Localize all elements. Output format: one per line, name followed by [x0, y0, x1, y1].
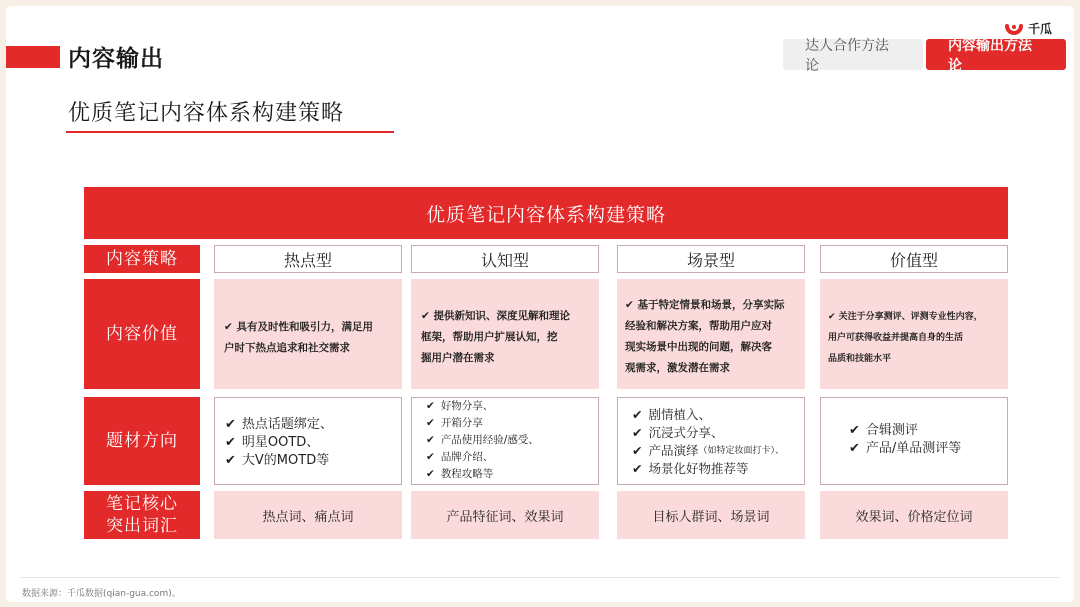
check-icon: ✔ — [426, 468, 435, 480]
value-cell-value — [820, 279, 1008, 389]
section-accent-bar — [6, 46, 60, 68]
column-header-value: 价值型 — [820, 245, 1008, 273]
row-label-keywords-line1: 笔记核心 — [106, 493, 178, 514]
list-item: ✔ 剧情植入、 — [632, 407, 711, 422]
value-text-hotspot — [224, 317, 373, 359]
list-item: ✔ 热点话题绑定、 — [225, 417, 333, 432]
check-icon: ✔ — [632, 443, 643, 458]
column-header-cognition: 认知型 — [411, 245, 599, 273]
page-subtitle: 优质笔记内容体系构建策略 — [68, 101, 345, 126]
check-icon: ✔ — [632, 461, 643, 476]
topic-list-hotspot — [225, 416, 333, 470]
topic-cell-cognition — [411, 397, 599, 485]
keywords-cell-cognition: 产品特征词、效果词 — [411, 491, 599, 539]
check-icon: ✔ — [426, 417, 435, 429]
list-item: ✔ 场景化好物推荐等 — [632, 461, 749, 476]
column-header-hotspot: 热点型 — [214, 245, 402, 273]
check-icon: ✔ — [426, 451, 435, 463]
value-line: 观需求，激发潜在需求 — [625, 362, 730, 374]
check-icon: ✔ — [225, 435, 236, 450]
value-line: ✔ 具有及时性和吸引力，满足用 — [224, 321, 373, 333]
list-item: ✔ 明星OOTD、 — [225, 435, 320, 450]
list-item: ✔ 大V的MOTD等 — [225, 453, 330, 468]
value-line: 用户可获得收益并提高自身的生活 — [828, 333, 964, 343]
row-label-keywords-line2: 突出词汇 — [106, 516, 178, 536]
logo-text: 千瓜 — [1027, 21, 1052, 36]
value-line: 品质和技能水平 — [828, 354, 892, 364]
topic-cell-hotspot — [214, 397, 402, 485]
value-text-value — [828, 307, 983, 370]
section-title: 内容输出 — [68, 46, 164, 72]
method-tabs — [783, 37, 1066, 74]
check-icon: ✔ — [426, 400, 435, 412]
value-line: 现实场景中出现的问题，解决客 — [625, 341, 772, 353]
value-line: 经验和解决方案，帮助用户应对 — [625, 320, 772, 332]
list-item: ✔ 沉浸式分享、 — [632, 425, 724, 440]
keywords-cell-hotspot: 热点词、痛点词 — [214, 491, 402, 539]
check-icon: ✔ — [632, 425, 643, 440]
list-item: ✔ 开箱分享 — [426, 415, 539, 432]
subtitle-underline — [66, 131, 394, 133]
topic-cell-value — [820, 397, 1008, 485]
keywords-cell-value: 效果词、价格定位词 — [820, 491, 1008, 539]
tab-content-method[interactable]: 内容输出方法论 — [926, 39, 1066, 70]
check-icon: ✔ — [849, 423, 860, 438]
check-icon: ✔ — [632, 407, 643, 422]
list-item: ✔ 品牌介绍、 — [426, 449, 539, 466]
row-label-value: 内容价值 — [84, 279, 200, 389]
slide — [6, 6, 1074, 602]
value-cell-scenario — [617, 279, 805, 389]
list-item: ✔ 教程攻略等 — [426, 466, 539, 483]
value-line: ✔ 关注于分享测评、评测专业性内容， — [828, 312, 983, 322]
keywords-cell-scenario: 目标人群词、场景词 — [617, 491, 805, 539]
check-icon: ✔ — [225, 417, 236, 432]
topic-list-value — [849, 422, 961, 458]
row-label-strategy: 内容策略 — [84, 245, 200, 273]
list-item: ✔ 产品/单品测评等 — [849, 441, 962, 456]
value-line: 户时下热点追求和社交需求 — [224, 342, 350, 354]
table-banner: 优质笔记内容体系构建策略 — [84, 187, 1008, 239]
value-line: 掘用户潜在需求 — [421, 352, 495, 364]
topic-list-cognition — [426, 398, 539, 483]
check-icon: ✔ — [225, 453, 236, 468]
row-label-keywords — [84, 491, 200, 539]
row-label-topic: 题材方向 — [84, 397, 200, 485]
value-cell-hotspot — [214, 279, 402, 389]
value-cell-cognition — [411, 279, 599, 389]
check-icon: ✔ — [849, 441, 860, 456]
value-text-scenario — [625, 295, 784, 379]
footer-divider — [20, 577, 1060, 578]
value-text-cognition — [421, 306, 570, 369]
value-line: ✔ 基于特定情景和场景，分享实际 — [625, 299, 785, 311]
topic-cell-scenario — [617, 397, 805, 485]
check-icon: ✔ — [426, 434, 435, 446]
list-item: ✔ 合辑测评 — [849, 423, 918, 438]
value-line: 框架，帮助用户扩展认知，挖 — [421, 331, 558, 343]
column-header-scenario: 场景型 — [617, 245, 805, 273]
value-line: ✔ 提供新知识、深度见解和理论 — [421, 310, 570, 322]
list-item: ✔ 产品使用经验/感受、 — [426, 432, 539, 449]
topic-note: （如特定妆面打卡）、 — [698, 446, 785, 456]
tab-influencer-method[interactable]: 达人合作方法论 — [783, 39, 923, 70]
topic-list-scenario — [632, 406, 784, 478]
list-item: ✔ 产品演绎 （如特定妆面打卡）、 — [632, 443, 785, 458]
data-source-note: 数据来源：千瓜数据(qian-gua.com)。 — [22, 589, 181, 599]
list-item: ✔ 好物分享、 — [426, 398, 539, 415]
